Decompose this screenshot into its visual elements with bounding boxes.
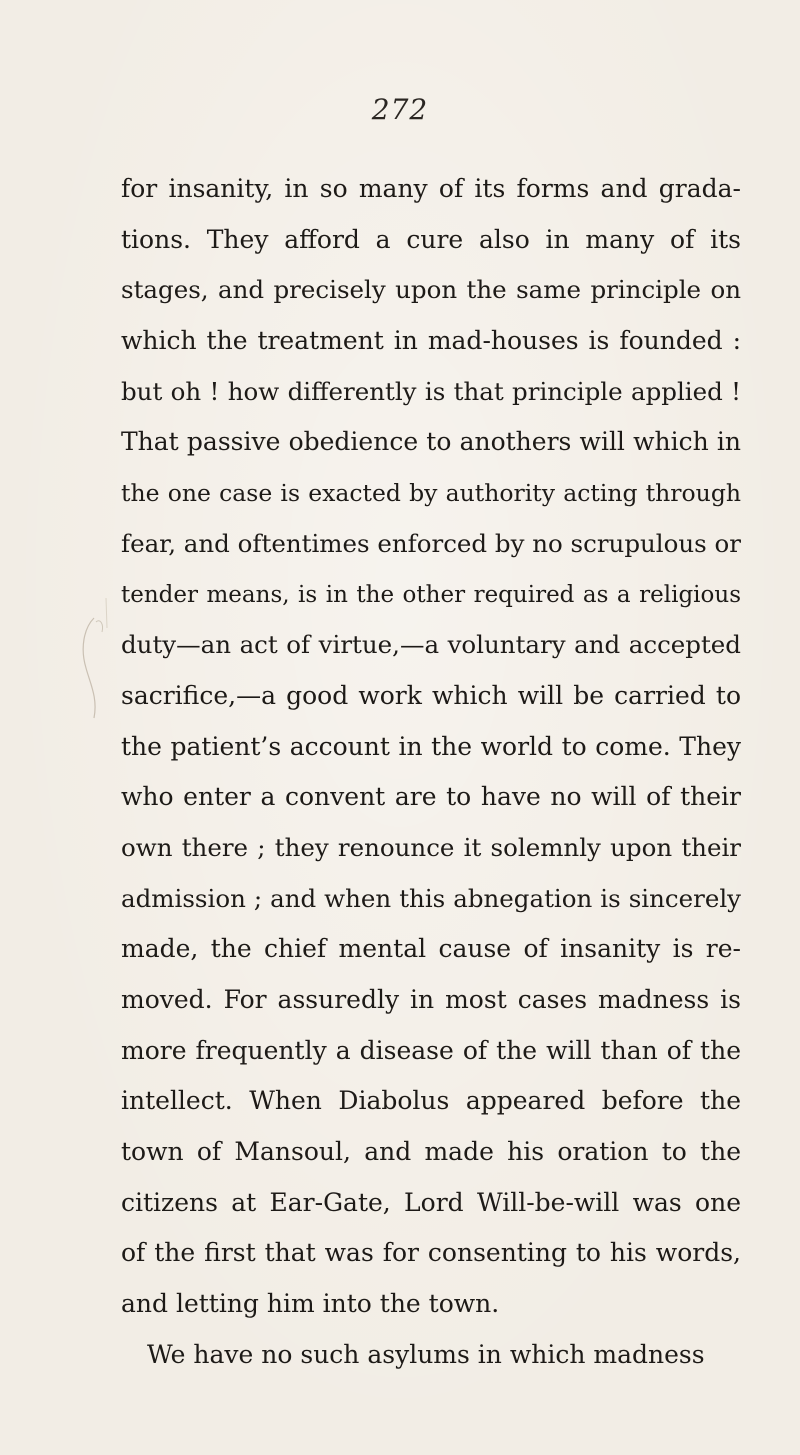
text-line: citizens at Ear-Gate, Lord Will-be-will was one bbox=[121, 1187, 741, 1217]
text-line: made, the chief mental cause of insanity is re- bbox=[121, 934, 741, 964]
text-line: and letting him into the town. bbox=[121, 1289, 500, 1319]
text-line: That passive obedience to anothers will which in bbox=[121, 427, 741, 457]
text-line: fear, and oftentimes enforced by no scrupulous or bbox=[121, 528, 741, 558]
text-line: intellect. When Diabolus appeared before the bbox=[121, 1086, 741, 1116]
body-text bbox=[121, 164, 741, 1381]
text-line: admission ; and when this abnegation is sincerely bbox=[121, 883, 741, 913]
page-number: 272 bbox=[371, 93, 429, 126]
text-line: own there ; they renounce it solemnly upon their bbox=[121, 832, 741, 862]
text-line: tender means, is in the other required as a religious bbox=[121, 581, 741, 608]
text-line: the patient’s account in the world to come. They bbox=[121, 731, 741, 761]
text-line: tions. They afford a cure also in many of its bbox=[121, 224, 741, 254]
text-line: for insanity, in so many of its forms and grada- bbox=[121, 174, 741, 203]
text-line: but oh ! how differently is that principle applied ! bbox=[121, 376, 741, 406]
text-line: who enter a convent are to have no will of their bbox=[121, 782, 741, 812]
text-line: moved. For assuredly in most cases madness is bbox=[121, 985, 741, 1014]
text-line: town of Mansoul, and made his oration to the bbox=[121, 1137, 741, 1167]
text-line: which the treatment in mad-houses is founded : bbox=[121, 326, 741, 356]
text-line: duty—an act of virtue,—a voluntary and accepted bbox=[121, 630, 741, 660]
text-line: sacrifice,—a good work which will be carried to bbox=[121, 680, 741, 710]
margin-stain bbox=[76, 588, 112, 748]
text-line: stages, and precisely upon the same principle on bbox=[121, 275, 741, 305]
paragraph-start-line: We have no such asylums in which madness bbox=[147, 1339, 705, 1369]
text-line: more frequently a disease of the will than of the bbox=[121, 1035, 741, 1065]
text-line: the one case is exacted by authority acting through bbox=[121, 479, 741, 508]
text-line: of the first that was for consenting to his words, bbox=[121, 1238, 741, 1268]
